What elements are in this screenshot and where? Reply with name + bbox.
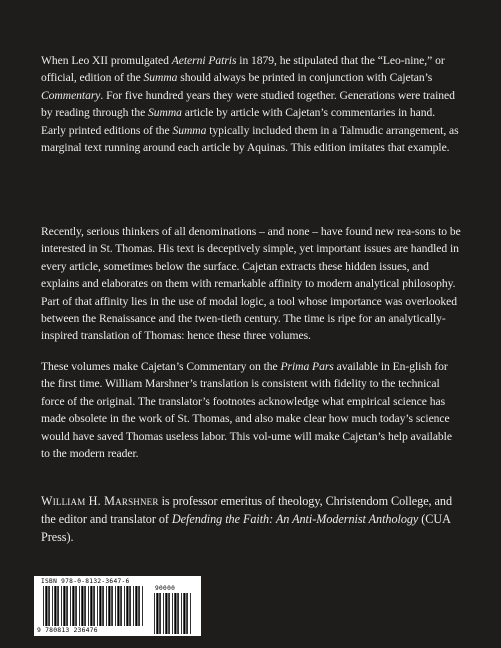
para1-title-aeterni-patris: Aeterni Patris <box>171 54 237 67</box>
para1-text-1: When Leo XII promulgated <box>41 54 172 67</box>
description-paragraph-2 <box>41 223 461 345</box>
para3-title-prima-pars: Prima Pars <box>280 360 334 373</box>
ean-digits <box>37 626 98 634</box>
isbn-barcode <box>34 576 201 636</box>
ean-left-digits: 780813 <box>45 626 70 634</box>
para1-text-9: article by article with Cajetan’s commentaries in hand. Early printed editions of the <box>41 106 436 137</box>
para1-text-11: typically included them in a Talmudic arrangement, as marginal text running around each article by Aquinas. This edition imitates that example. <box>41 123 459 155</box>
para2-text: Recently, serious thinkers of all denominations – and none – have found new rea-sons to be interested in St. Thomas. His text is deceptively simple, yet important issues are handled in every article, sometimes below the surface. Cajetan extracts these hidden issues, and explains and elaborates on them with remarkable affinity to modern analytical philosophy. Part of that affinity lies in the use of modal logic, a tool whose importance was overlooked between the Renaissance and the twen-tieth century. The time is ripe for an analytically-inspired translation of Thomas: hence these three volumes. <box>41 225 461 343</box>
ean-first-digit: 9 <box>37 626 42 634</box>
price-addon-digits: 90000 <box>155 585 176 592</box>
bio-text-1: is professor emeritus of theology, Christendom College, and the editor and translator of <box>41 494 452 526</box>
para1-title-summa-1: Summa <box>143 71 178 85</box>
para3-text-3: available in En-glish for the first time. William Marshner’s translation is consistent with fidelity to the technical force of the original. The translator’s footnotes acknowledge what empirical science has made obsolete in the work of St. Thomas, and also make clear how much today’s science would have saved Thomas useless labor. This vol-ume will make Cajetan’s help available to the modern reader. <box>41 360 452 461</box>
para1-text-7: . For five hundred years they were studied together. Generations were trained by reading through the <box>41 88 455 120</box>
translator-bio <box>41 492 461 546</box>
para1-title-commentary: Commentary <box>41 88 101 102</box>
bio-text-2: (CUA Press). <box>41 512 451 544</box>
ean-right-digits: 236476 <box>73 626 98 634</box>
translator-name: William H. Marshner <box>41 494 159 508</box>
bio-book-title: Defending the Faith: An Anti-Modernist Anthology <box>171 512 419 526</box>
para3-text-1: These volumes make Cajetan’s Commentary on the <box>41 360 281 373</box>
para1-title-summa-3: Summa <box>172 123 207 137</box>
para1-title-summa-2: Summa <box>148 106 182 120</box>
description-paragraph-1 <box>41 52 461 156</box>
para1-text-5: should always be printed in conjunction with Cajetan’s <box>177 71 433 85</box>
para1-text-3: in 1879, he stipulated that the “Leo-nine,” or official, edition of the <box>41 54 445 85</box>
isbn-label: ISBN 978-0-8132-3647-6 <box>41 578 130 585</box>
description-paragraph-3 <box>41 358 461 462</box>
